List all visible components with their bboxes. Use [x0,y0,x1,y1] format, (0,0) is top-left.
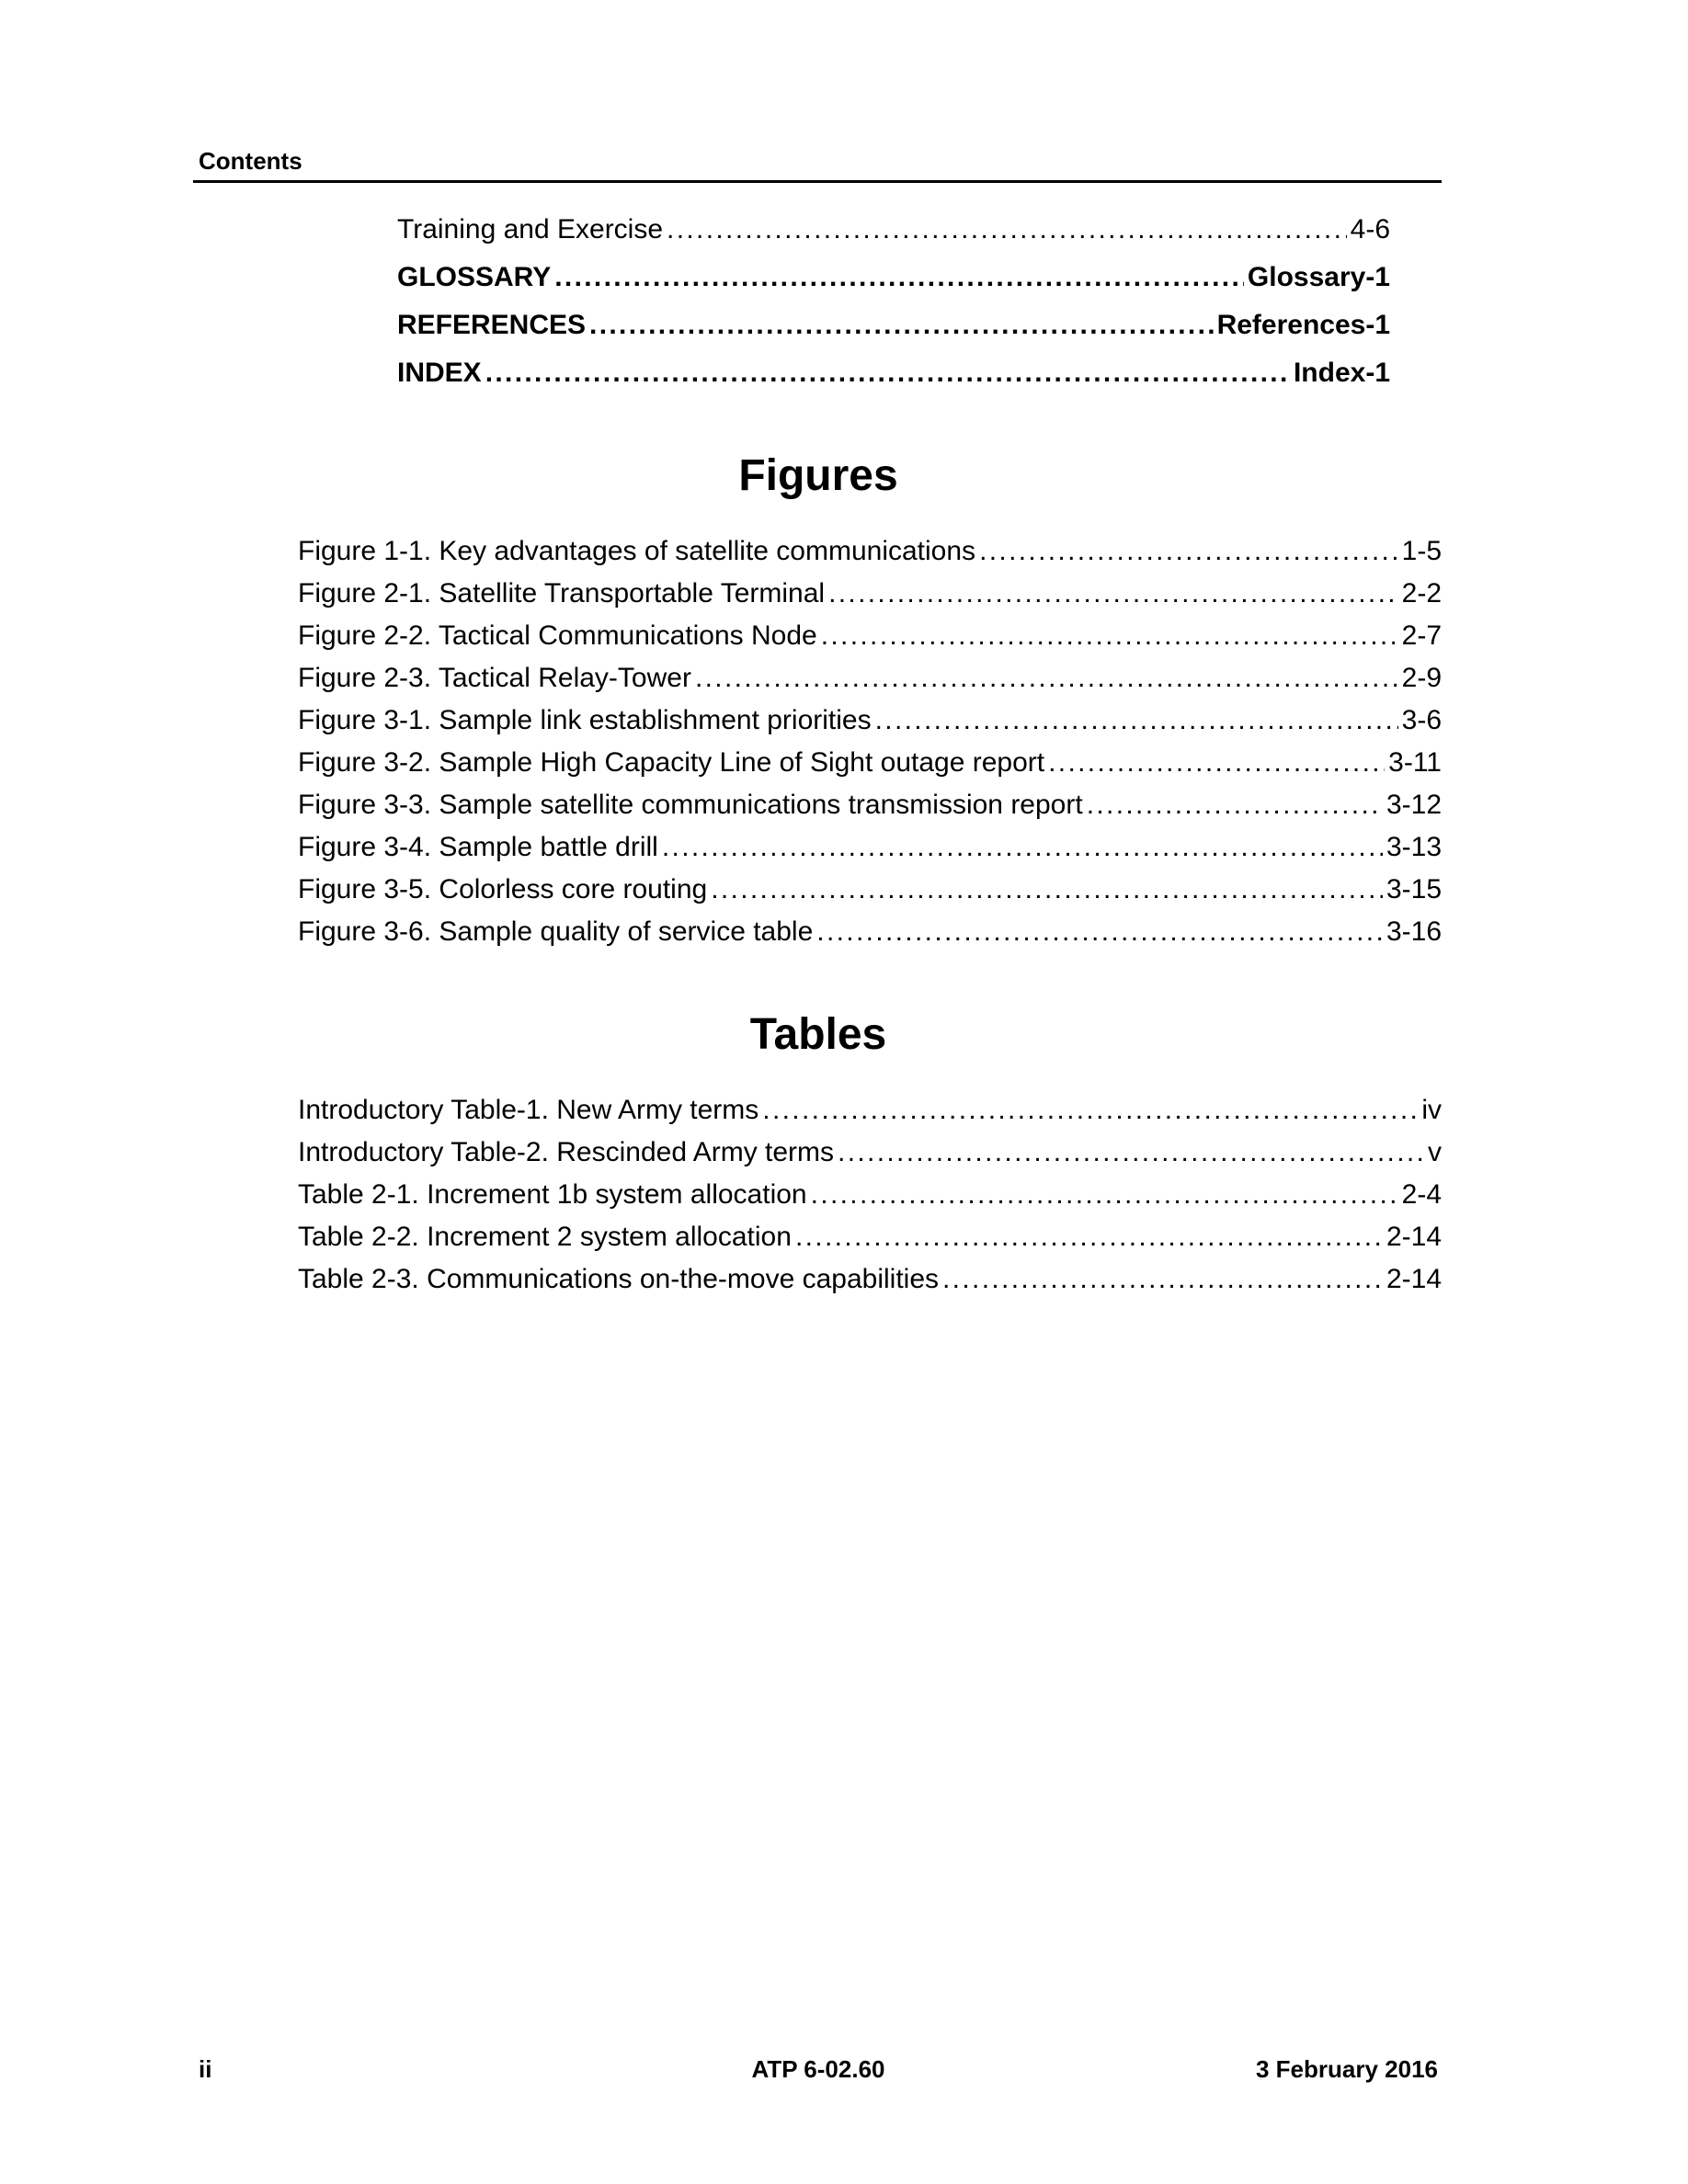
tables-heading: Tables [749,1010,887,1059]
figure-entry[interactable] [298,535,1442,568]
toc-entry-title: REFERENCES [397,310,587,340]
table-entry-title: Introductory Table-1. New Army terms [298,1095,759,1125]
dot-leader [762,1094,1418,1127]
toc-entry-title: INDEX [397,358,482,388]
figure-entry-page: 2-9 [1401,663,1442,693]
figure-entry-title: Figure 3-2. Sample High Capacity Line of Sight outage report [298,747,1045,778]
figure-entry[interactable] [298,916,1442,949]
table-entry[interactable] [298,1178,1442,1211]
dot-leader [1087,789,1383,822]
figure-entry-title: Figure 2-1. Satellite Transportable Terminal [298,578,826,609]
figure-entry[interactable] [298,662,1442,695]
figure-entry-title: Figure 3-6. Sample quality of service table [298,916,814,947]
dot-leader [554,261,1244,294]
figure-entry[interactable] [298,873,1442,906]
toc-entry-title: GLOSSARY [397,262,552,292]
table-entry[interactable] [298,1263,1442,1296]
figure-entry[interactable] [298,789,1442,822]
table-entry-title: Table 2-1. Increment 1b system allocation [298,1179,807,1210]
toc-entry-page: References-1 [1216,310,1390,340]
running-header: Contents [199,147,302,175]
toc-entry[interactable] [397,261,1390,294]
figure-entry-title: Figure 3-5. Colorless core routing [298,874,708,904]
dot-leader [662,831,1383,864]
toc-entry-page: 4-6 [1350,214,1390,245]
dot-leader [795,1221,1383,1254]
footer-date: 3 February 2016 [1255,2055,1438,2083]
table-entry-title: Table 2-3. Communications on-the-move capabilities [298,1264,940,1294]
dot-leader [838,1136,1424,1169]
figure-entry[interactable] [298,831,1442,864]
dot-leader [695,662,1398,695]
figure-entry[interactable] [298,746,1442,779]
figure-entry-title: Figure 2-2. Tactical Communications Node [298,620,817,651]
dot-leader [589,309,1214,342]
figure-entry-page: 1-5 [1401,536,1442,566]
figure-entry-page: 2-2 [1401,578,1442,609]
table-entry-page: 2-14 [1386,1222,1442,1252]
toc-entry[interactable] [397,357,1390,390]
dot-leader [811,1178,1398,1211]
dot-leader [816,916,1383,949]
table-entry[interactable] [298,1136,1442,1169]
figure-entry-page: 3-13 [1386,832,1442,862]
figure-entry-page: 3-6 [1401,705,1442,735]
figure-entry-page: 3-15 [1386,874,1442,904]
table-entry-page: v [1428,1137,1442,1167]
table-entry-page: iv [1421,1095,1442,1125]
dot-leader [942,1263,1383,1296]
figure-entry-title: Figure 1-1. Key advantages of satellite communications [298,536,976,566]
dot-leader [828,577,1398,610]
figures-heading: Figures [738,451,898,500]
table-entry[interactable] [298,1094,1442,1127]
table-entry-page: 2-14 [1386,1264,1442,1294]
figure-entry-title: Figure 3-4. Sample battle drill [298,832,658,862]
table-entry-title: Table 2-2. Increment 2 system allocation [298,1222,792,1252]
figure-entry[interactable] [298,704,1442,737]
figure-entry[interactable] [298,620,1442,653]
figure-entry-title: Figure 2-3. Tactical Relay-Tower [298,663,691,693]
header-rule [193,180,1442,183]
dot-leader [667,213,1347,246]
toc-entry-page: Index-1 [1293,358,1390,388]
dot-leader [821,620,1398,653]
figure-entry-page: 3-16 [1386,916,1442,947]
figure-entry-title: Figure 3-3. Sample satellite communications transmission report [298,790,1083,820]
dot-leader [875,704,1398,737]
figure-entry-title: Figure 3-1. Sample link establishment priorities [298,705,872,735]
toc-entry-title: Training and Exercise [397,214,664,245]
figure-entry-page: 2-7 [1401,620,1442,651]
dot-leader [1048,746,1385,779]
toc-entry[interactable] [397,309,1390,342]
figure-entry-page: 3-11 [1388,747,1442,778]
footer-page-number: ii [199,2055,212,2083]
table-entry-title: Introductory Table-2. Rescinded Army terms [298,1137,835,1167]
table-entry-page: 2-4 [1401,1179,1442,1210]
dot-leader [711,873,1383,906]
toc-entry-page: Glossary-1 [1247,262,1390,292]
dot-leader [979,535,1398,568]
figure-entry-page: 3-12 [1386,790,1442,820]
figure-entry[interactable] [298,577,1442,610]
table-entry[interactable] [298,1221,1442,1254]
toc-entry[interactable] [397,213,1390,246]
dot-leader [485,357,1290,390]
footer-document-id: ATP 6-02.60 [751,2055,885,2083]
